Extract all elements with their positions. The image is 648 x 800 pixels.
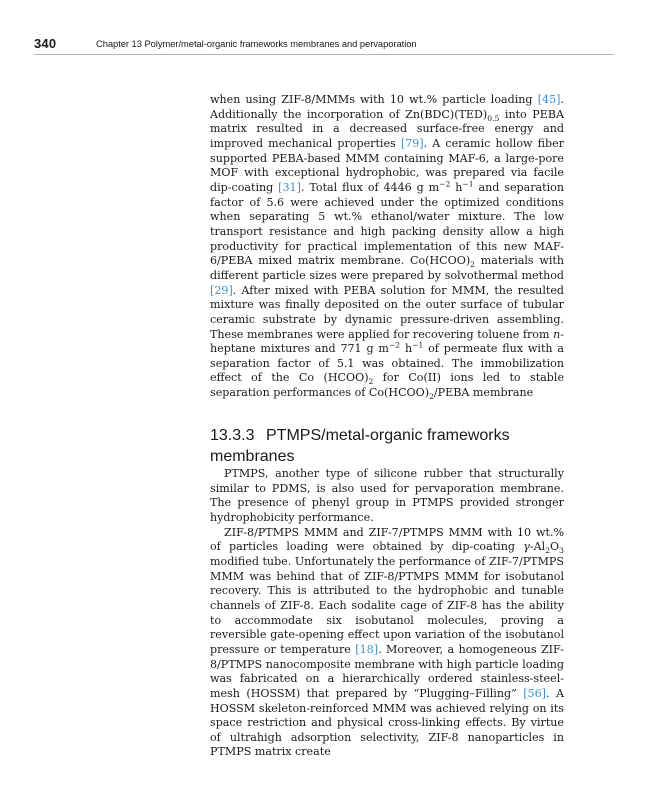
section-paragraph-2 bbox=[210, 526, 564, 761]
text-run: modified tube. Unfortunately the performance of ZIF-7/PTMPS MMM was behind that of ZIF-8/PTMPS MMM for isobutanol recovery. This is attributed to the hydrophobic and tunable channels of ZIF-8. Each sodalite cage of ZIF-8 has the ability to accommodate six isobutanol molecules, proving a reversible gate-opening effect upon variation of the isobutanol pressure or temperature bbox=[210, 554, 564, 656]
citation-link[interactable]: [56] bbox=[523, 686, 546, 700]
text-run: when using ZIF-8/MMMs with 10 wt.% particle loading bbox=[210, 93, 538, 106]
text-run: h bbox=[450, 180, 463, 194]
page-number: 340 bbox=[34, 36, 57, 51]
text-run: −1 bbox=[412, 340, 424, 350]
text-run: γ bbox=[523, 540, 530, 554]
text-run: 2 bbox=[368, 377, 374, 387]
text-run: 3 bbox=[559, 546, 564, 556]
text-run: 2 bbox=[545, 546, 551, 556]
section-title: PTMPS/metal-organic frameworks membranes bbox=[210, 427, 510, 465]
text-run: . Additionally the incorporation of Zn(BDC)(TED) bbox=[210, 93, 564, 121]
text-run: into PEBA matrix resulted in a decreased surface-free energy and improved mechanical properties bbox=[210, 107, 565, 150]
section-number: 13.3.3 bbox=[210, 427, 255, 444]
section-heading bbox=[210, 426, 570, 467]
text-run: O bbox=[550, 540, 560, 554]
text-run: −2 bbox=[439, 179, 451, 189]
text-run: . A ceramic hollow fiber supported PEBA-based MMM containing MAF-6, a large-pore MOF with exceptional hydrophobic, was prepared via facile dip-coating bbox=[210, 136, 565, 194]
chapter-title: Chapter 13 Polymer/metal-organic frameworks membranes and pervaporation bbox=[96, 38, 417, 49]
text-run: for Co(II) ions led to stable separation performances of Co(HCOO) bbox=[210, 371, 565, 400]
text-run: . Moreover, a homogeneous ZIF-8/PTMPS nanocomposite membrane with high particle loading was fabricated on a hierarchically ordered stainless-steel-mesh (HOSSM) that prepared by “Plugging–Filling” bbox=[210, 642, 564, 700]
section-body bbox=[210, 467, 564, 760]
body-column bbox=[210, 93, 564, 401]
text-run: 0.5 bbox=[487, 113, 500, 123]
body-paragraph-1 bbox=[210, 93, 564, 401]
text-run: −2 bbox=[388, 340, 401, 350]
text-run: ZIF-8/PTMPS MMM and ZIF-7/PTMPS MMM with 10 wt.% of particles loading were obtained by dip-coating bbox=[210, 525, 564, 554]
citation-link[interactable]: [31] bbox=[278, 180, 301, 194]
citation-link[interactable]: [18] bbox=[355, 642, 379, 656]
text-run: −1 bbox=[462, 179, 474, 189]
text-run: PTMPS, another type of silicone rubber that structurally similar to PDMS, is also used for pervaporation membrane. The presence of phenyl group in PTMPS provided stronger hydrophobicity performance. bbox=[210, 467, 564, 524]
text-run: and separation factor of 5.6 were achieved under the optimized conditions when separating 5 wt.% ethanol/water mixture. The low transport resistance and high packing density allow a high productivity for practical implementation of this new MAF-6/PEBA mixed matrix membrane. Co(HCOO) bbox=[210, 180, 564, 268]
text-run: materials with different particle sizes were prepared by solvothermal method bbox=[210, 254, 564, 282]
citation-link[interactable]: [29] bbox=[210, 283, 233, 297]
text-run: h bbox=[400, 342, 413, 356]
text-run: 2 bbox=[470, 260, 476, 270]
citation-link[interactable]: [79] bbox=[400, 136, 424, 150]
citation-link[interactable]: [45] bbox=[537, 93, 561, 106]
running-head bbox=[34, 34, 614, 54]
text-run: of permeate flux with a separation factor of 5.1 was obtained. The immobilization effect of the Co (HCOO) bbox=[210, 342, 565, 385]
text-run: . Total flux of 4446 g m bbox=[300, 180, 440, 194]
text-run: /PEBA membrane bbox=[433, 386, 534, 400]
text-run: . A HOSSM skeleton-reinforced MMM was achieved relying on its space restriction and physical cross-linking effects. By virtue of ultrahigh adsorption selectivity, ZIF-8 nanoparticles in PTMPS matrix create bbox=[210, 686, 564, 759]
header-rule bbox=[34, 54, 614, 55]
text-run: 2 bbox=[429, 392, 434, 402]
text-run: . After mixed with PEBA solution for MMM, the resulted mixture was finally deposited on the outer surface of tubular ceramic substrate by dynamic pressure-driven assembling. These membranes were applied for recovering toluene from bbox=[210, 283, 564, 341]
text-run: n bbox=[553, 327, 561, 341]
section-paragraph-1 bbox=[210, 467, 564, 526]
text-run: -Al bbox=[529, 540, 546, 554]
text-run: -heptane mixtures and 771 g m bbox=[210, 327, 564, 356]
